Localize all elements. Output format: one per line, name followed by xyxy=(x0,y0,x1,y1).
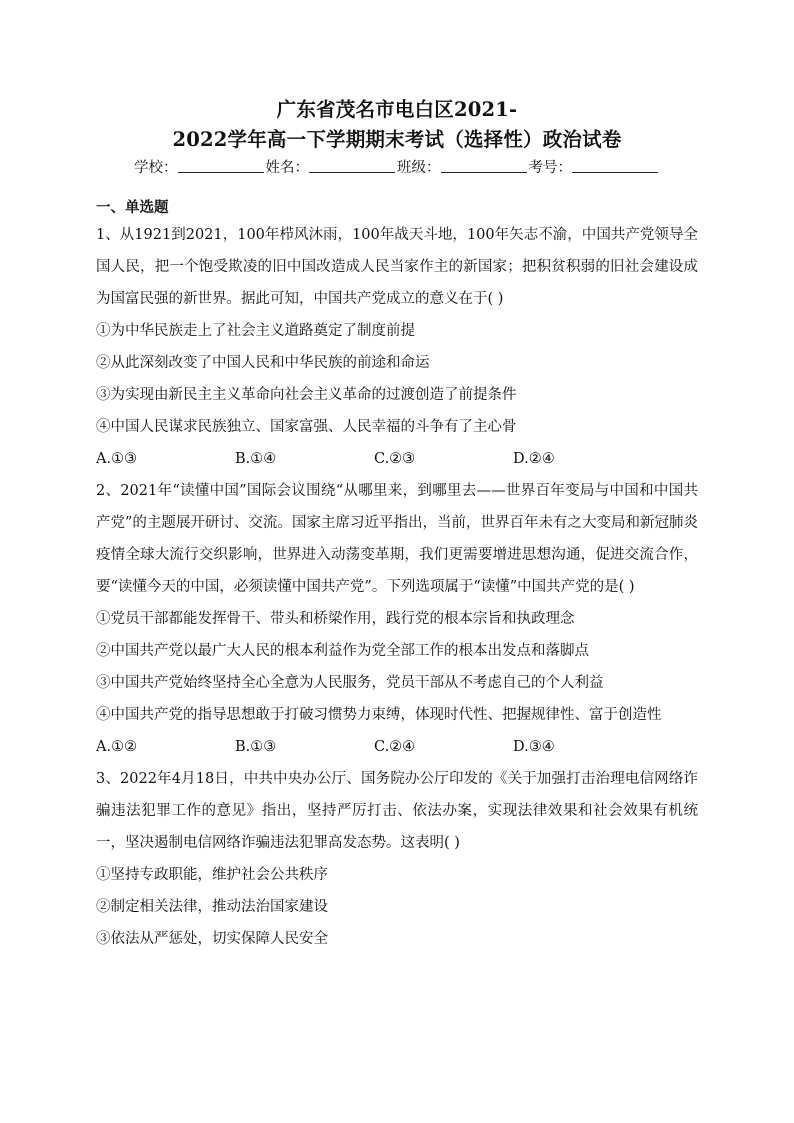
question-2-choices xyxy=(96,731,698,763)
section-title: 一、单选题 xyxy=(96,199,169,216)
question-1-choice-c[interactable]: C.②③ xyxy=(374,451,416,467)
question-2-choice-b[interactable]: B.①③ xyxy=(235,739,277,755)
question-1-stem: 1、从1921到2021，100年栉风沐雨，100年战天斗地，100年矢志不渝，中国共产党领导全国人民，把一个饱受欺凌的旧中国改造成人民当家作主的新国家；把积贫积弱的旧社会建设成为国富民强的新世界。据此可知，中国共产党成立的意义在于( ) xyxy=(96,227,698,307)
question-3 xyxy=(96,763,698,955)
question-3-option-2: ②制定相关法律，推动法治国家建设 xyxy=(96,899,328,915)
question-2-choice-a[interactable]: A.①② xyxy=(96,739,138,755)
question-3-option-3: ③依法从严惩处，切实保障人民安全 xyxy=(96,931,328,947)
question-2-option-1: ①党员干部都能发挥骨干、带头和桥梁作用，践行党的根本宗旨和执政理念 xyxy=(96,611,575,627)
class-blank[interactable] xyxy=(441,157,527,173)
exam-title xyxy=(96,95,698,155)
question-2-option-4: ④中国共产党的指导思想敢于打破习惯势力束缚，体现时代性、把握规律性、富于创造性 xyxy=(96,707,662,723)
question-1-choice-a[interactable]: A.①③ xyxy=(96,451,138,467)
question-2-choice-d[interactable]: D.③④ xyxy=(513,739,555,755)
question-1 xyxy=(96,219,698,475)
student-info-row xyxy=(96,157,698,179)
school-label: 学校： xyxy=(134,160,178,176)
name-blank[interactable] xyxy=(309,157,395,173)
question-1-option-1: ①为中华民族走上了社会主义道路奠定了制度前提 xyxy=(96,323,415,339)
question-2-option-3: ③中国共产党始终坚持全心全意为人民服务，党员干部从不考虑自己的个人利益 xyxy=(96,675,604,691)
question-2 xyxy=(96,475,698,763)
title-line-2: 2022学年高一下学期期末考试（选择性）政治试卷 xyxy=(172,128,622,151)
name-label: 姓名： xyxy=(265,160,309,176)
question-1-choice-b[interactable]: B.①④ xyxy=(235,451,277,467)
question-1-choice-d[interactable]: D.②④ xyxy=(513,451,555,467)
class-label: 班级： xyxy=(397,160,441,176)
question-1-option-4: ④中国人民谋求民族独立、国家富强、人民幸福的斗争有了主心骨 xyxy=(96,419,517,435)
question-2-choice-c[interactable]: C.②④ xyxy=(374,739,416,755)
question-2-stem: 2、2021年“读懂中国”国际会议围绕“从哪里来，到哪里去——世界百年变局与中国和中国共产党”的主题展开研讨、交流。国家主席习近平指出，当前，世界百年未有之大变局和新冠肺炎疫情全球大流行交织影响，世界进入动荡变革期，我们更需要增进思想沟通，促进交流合作，要“读懂今天的中国，必须读懂中国共产党”。下列选项属于“读懂”中国共产党的是( ) xyxy=(96,483,698,595)
question-1-choices xyxy=(96,443,698,475)
exam-number-label: 考号： xyxy=(528,160,572,176)
school-blank[interactable] xyxy=(178,157,264,173)
question-1-option-3: ③为实现由新民主主义革命向社会主义革命的过渡创造了前提条件 xyxy=(96,387,517,403)
question-2-option-2: ②中国共产党以最广大人民的根本利益作为党全部工作的根本出发点和落脚点 xyxy=(96,643,589,659)
question-1-option-2: ②从此深刻改变了中国人民和中华民族的前途和命运 xyxy=(96,355,430,371)
exam-number-blank[interactable] xyxy=(572,157,658,173)
question-3-stem: 3、2022年4月18日，中共中央办公厅、国务院办公厅印发的《关于加强打击治理电信网络诈骗违法犯罪工作的意见》指出，坚持严厉打击、依法办案，实现法律效果和社会效果有机统一，坚决遏制电信网络诈骗违法犯罪高发态势。这表明( ) xyxy=(96,771,698,851)
question-3-option-1: ①坚持专政职能，维护社会公共秩序 xyxy=(96,867,328,883)
title-line-1: 广东省茂名市电白区2021- xyxy=(276,98,518,121)
